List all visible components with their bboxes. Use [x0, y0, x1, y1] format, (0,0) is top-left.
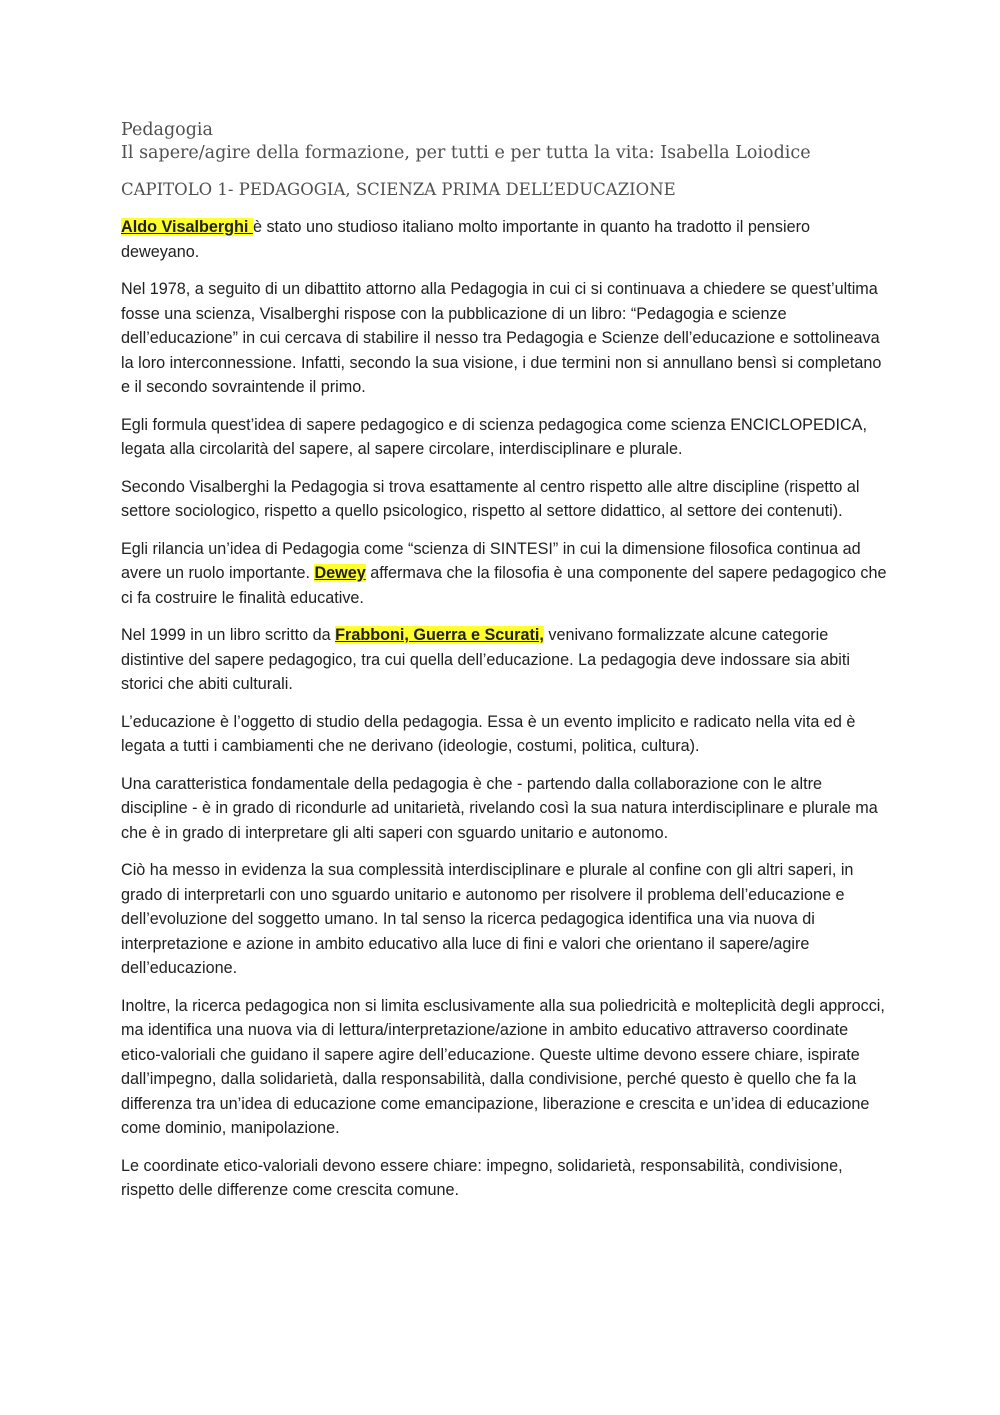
paragraph-2: Nel 1978, a seguito di un dibattito attorno alla Pedagogia in cui ci si continuava a chiedere se quest’ultima fosse una scienza, Visalberghi rispose con la pubblicazione di un libro: “Pedagogia e scienze dell’educazione” in cui cercava di stabilire il nesso tra Pedagogia e Scienze dell’educazione e sottolineava la loro interconnessione. Infatti, secondo la sua visione, i due termini non si annullano bensì si completano e il secondo sovraintende il primo.: [121, 280, 882, 396]
paragraph-10: Inoltre, la ricerca pedagogica non si limita esclusivamente alla sua poliedricità e molteplicità degli approcci, ma identifica una nuova via di lettura/interpretazione/azione in ambito educativo attraverso coordinate etico-valoriali che guidano il sapere agire dell’educazione. Queste ultime devono essere chiare, ispirate dall’impegno, dalla solidarietà, dalla responsabilità, dalla condivisione, perché questo è quello che fa la differenza tra un’idea di educazione come emancipazione, liberazione e crescita e un’idea di educazione come dominio, manipolazione.: [121, 996, 885, 1137]
highlight-frabboni: Frabboni, Guerra e Scurati,: [335, 626, 544, 644]
highlight-visalberghi: Aldo Visalberghi: [121, 218, 253, 236]
paragraph-1: Aldo Visalberghi è stato uno studioso italiano molto importante in quanto ha tradotto il pensiero deweyano.: [121, 218, 810, 261]
paragraph-4: Secondo Visalberghi la Pedagogia si trova esattamente al centro rispetto alle altre discipline (rispetto al settore sociologico, rispetto a quello psicologico, rispetto al settore didattico, al settore dei contenuti).: [121, 477, 860, 520]
document-page: [121, 119, 889, 1216]
paragraph-5: Egli rilancia un’idea di Pedagogia come “scienza di SINTESI” in cui la dimensione filosofica continua ad avere un ruolo importante. Dewey affermava che la filosofia è una componente del sapere pedagogico che ci fa costruire le finalità educative.: [121, 539, 887, 607]
document-body: [121, 215, 889, 1203]
paragraph-7: L’educazione è l’oggetto di studio della pedagogia. Essa è un evento implicito e radicato nella vita ed è legata a tutti i cambiamenti che ne derivano (ideologie, costumi, politica, cultura).: [121, 712, 856, 755]
paragraph-3: Egli formula quest’idea di sapere pedagogico e di scienza pedagogica come scienza ENCICLOPEDICA, legata alla circolarità del sapere, al sapere circolare, interdisciplinare e plurale.: [121, 415, 867, 458]
course-title: Pedagogia: [121, 120, 213, 140]
paragraph-11: Le coordinate etico-valoriali devono essere chiare: impegno, solidarietà, responsabilità, condivisione, rispetto delle differenze come crescita comune.: [121, 1156, 843, 1199]
book-title: Il sapere/agire della formazione, per tutti e per tutta la vita: Isabella Loiodice: [121, 143, 811, 163]
paragraph-9: Ciò ha messo in evidenza la sua complessità interdisciplinare e plurale al confine con gli altri saperi, in grado di interpretarli con uno sguardo unitario e autonomo per risolvere il problema dell’educazione e dell’evoluzione del soggetto umano. In tal senso la ricerca pedagogica identifica una via nuova di interpretazione e azione in ambito educativo alla luce di fini e valori che orientano il sapere/agire dell’educazione.: [121, 861, 854, 977]
highlight-dewey: Dewey: [314, 564, 366, 582]
paragraph-6: Nel 1999 in un libro scritto da Frabboni, Guerra e Scurati, venivano formalizzate alcune categorie distintive del sapere pedagogico, tra cui quella dell’educazione. La pedagogia deve indossare sia abiti storici che abiti culturali.: [121, 626, 850, 693]
chapter-title: CAPITOLO 1- PEDAGOGIA, SCIENZA PRIMA DELL’EDUCAZIONE: [121, 180, 676, 199]
paragraph-8: Una caratteristica fondamentale della pedagogia è che - partendo dalla collaborazione con le altre discipline - è in grado di ricondurle ad unitarietà, rivelando così la sua natura interdisciplinare e plurale ma che è in grado di interpretare gli alti saperi con sguardo unitario e autonomo.: [121, 774, 878, 842]
